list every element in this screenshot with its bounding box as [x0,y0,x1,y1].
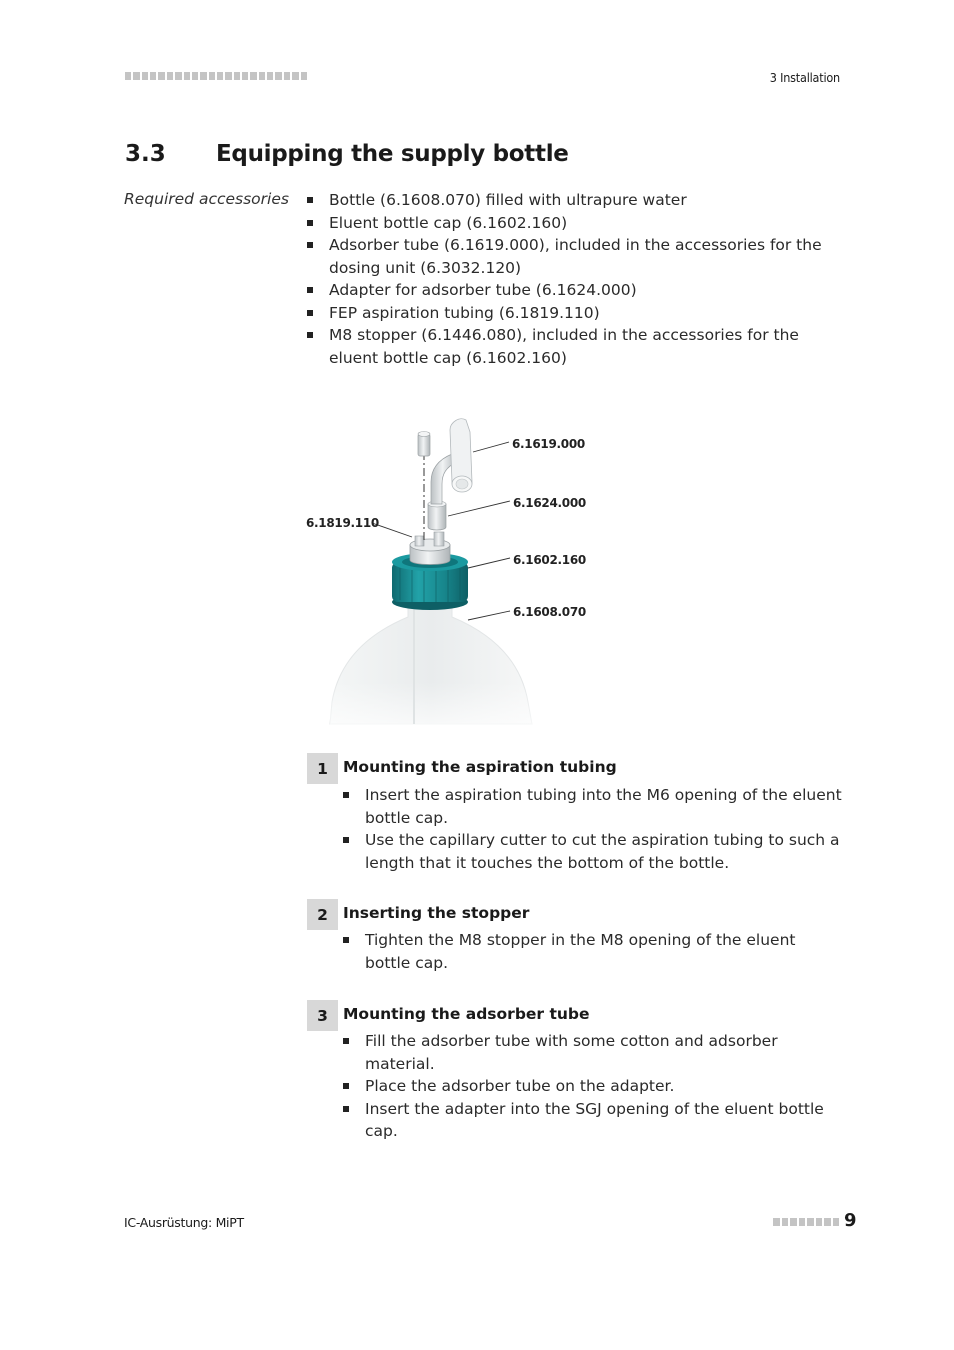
footer-document-title: IC-Ausrüstung: MiPT [124,1215,244,1230]
list-item: FEP aspiration tubing (6.1819.110) [306,302,841,325]
label-aspiration-tubing: 6.1819.110 [306,516,379,530]
label-eluent-bottle-cap: 6.1602.160 [513,553,586,567]
bottle-assembly-figure [300,412,600,727]
bottle-assembly-illustration [300,412,600,727]
required-accessories-label: Required accessories [124,190,289,208]
step-number: 1 [307,753,338,784]
list-item: Bottle (6.1608.070) filled with ultrapure water [306,189,841,212]
step-number: 2 [307,899,338,930]
step-title: Inserting the stopper [343,904,530,922]
step-instructions [342,784,842,874]
accessories-list [306,189,841,369]
header-decoration [125,72,307,80]
list-item: Adsorber tube (6.1619.000), included in the accessories for the dosing unit (6.3032.120) [306,234,841,279]
label-bottle: 6.1608.070 [513,605,586,619]
list-item: M8 stopper (6.1446.080), included in the accessories for the eluent bottle cap (6.1602.160) [306,324,841,369]
step-instructions [342,1030,842,1143]
list-item: Place the adsorber tube on the adapter. [342,1075,842,1098]
step-title: Mounting the adsorber tube [343,1005,590,1023]
step-number: 3 [307,1000,338,1031]
list-item: Insert the adapter into the SGJ opening of the eluent bottle cap. [342,1098,842,1143]
page-number: 9 [844,1210,857,1231]
list-item: Fill the adsorber tube with some cotton and adsorber material. [342,1030,842,1075]
label-adsorber-tube: 6.1619.000 [512,437,585,451]
list-item: Adapter for adsorber tube (6.1624.000) [306,279,841,302]
list-item: Tighten the M8 stopper in the M8 opening of the eluent bottle cap. [342,929,842,974]
section-title: Equipping the supply bottle [216,141,569,167]
header-chapter: 3 Installation [769,70,840,85]
list-item: Eluent bottle cap (6.1602.160) [306,212,841,235]
step-instructions [342,929,842,974]
label-adapter: 6.1624.000 [513,496,586,510]
section-number: 3.3 [125,141,166,167]
footer-decoration [773,1218,839,1226]
list-item: Use the capillary cutter to cut the aspiration tubing to such a length that it touches the bottom of the bottle. [342,829,842,874]
step-title: Mounting the aspiration tubing [343,758,617,776]
list-item: Insert the aspiration tubing into the M6 opening of the eluent bottle cap. [342,784,842,829]
